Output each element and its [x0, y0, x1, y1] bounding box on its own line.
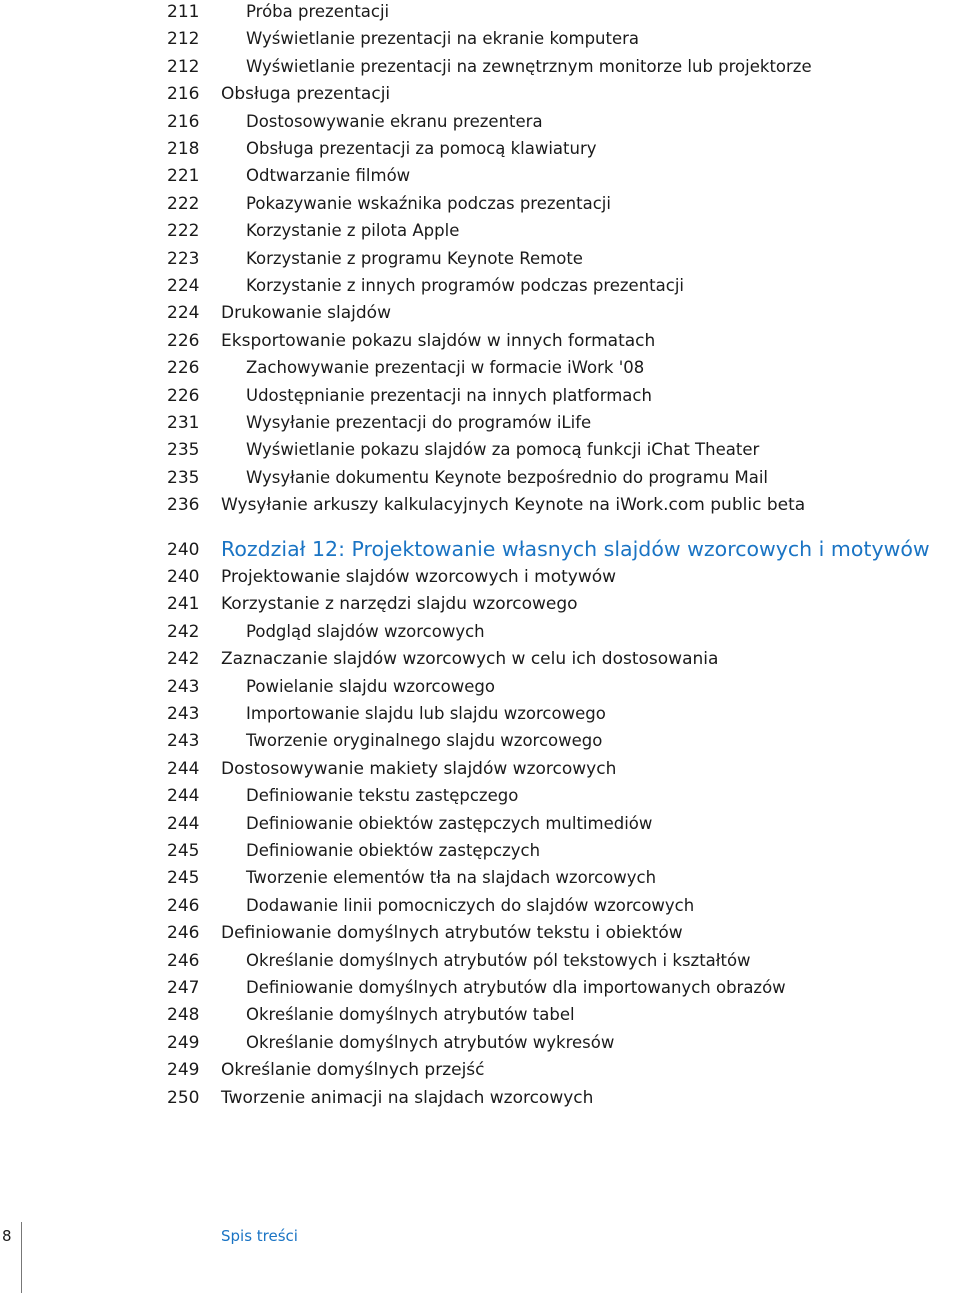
toc-entry-title: Korzystanie z narzędzi slajdu wzorcowego — [221, 594, 578, 615]
toc-entry[interactable] — [0, 274, 960, 301]
toc-entry-title: Wyświetlanie pokazu slajdów za pomocą funkcji iChat Theater — [246, 440, 760, 460]
toc-page-number: 246 — [167, 895, 200, 916]
toc-entry[interactable] — [0, 493, 960, 520]
toc-entry-title: Korzystanie z pilota Apple — [246, 221, 460, 241]
toc-entry-title: Udostępnianie prezentacji na innych platformach — [246, 385, 652, 405]
toc-page-number: 246 — [167, 923, 200, 944]
toc-entry[interactable] — [0, 356, 960, 383]
toc-entry-title: Tworzenie animacji na slajdach wzorcowych — [221, 1087, 594, 1108]
toc-entry[interactable] — [0, 647, 960, 674]
toc-page-number: 226 — [167, 385, 200, 406]
toc-entry[interactable] — [0, 27, 960, 54]
toc-entry[interactable] — [0, 137, 960, 164]
toc-entry[interactable] — [0, 784, 960, 811]
toc-page-number: 242 — [167, 621, 200, 642]
toc-entry-title: Wysyłanie arkuszy kalkulacyjnych Keynote na iWork.com public beta — [221, 495, 806, 516]
toc-page-number: 222 — [167, 221, 200, 242]
toc-page-number: 243 — [167, 731, 200, 752]
toc-page-number: 248 — [167, 1005, 200, 1026]
toc-entry-title: Dostosowywanie ekranu prezentera — [246, 111, 543, 131]
footer-divider — [21, 1222, 22, 1293]
toc-entry[interactable] — [0, 812, 960, 839]
toc-page-number: 235 — [167, 467, 200, 488]
toc-page-number: 242 — [167, 649, 200, 670]
toc-page-number: 222 — [167, 193, 200, 214]
toc-entry[interactable] — [0, 384, 960, 411]
toc-entry-title: Wysyłanie dokumentu Keynote bezpośrednio do programu Mail — [246, 467, 768, 487]
toc-entry[interactable] — [0, 82, 960, 109]
toc-page-number: 224 — [167, 276, 200, 296]
toc-page-number: 236 — [167, 495, 200, 516]
toc-entry-title: Definiowanie tekstu zastępczego — [246, 786, 519, 806]
toc-entry-title: Definiowanie obiektów zastępczych multimediów — [246, 813, 653, 833]
toc-page-number: 243 — [167, 704, 200, 724]
toc-entry[interactable] — [0, 301, 960, 328]
toc-entry[interactable] — [0, 1086, 960, 1113]
toc-entry[interactable] — [0, 757, 960, 784]
toc-page-number: 212 — [167, 56, 200, 77]
toc-page-number: 249 — [167, 1060, 200, 1081]
toc-entry-title: Powielanie slajdu wzorcowego — [246, 676, 495, 696]
toc-page-number: 244 — [167, 813, 200, 834]
toc-entry-title: Zaznaczanie slajdów wzorcowych w celu ich dostosowania — [221, 649, 719, 670]
toc-page-number: 223 — [167, 248, 200, 269]
toc-entry-title: Importowanie slajdu lub slajdu wzorcowego — [246, 704, 606, 723]
toc-page-number: 221 — [167, 166, 200, 187]
toc-entry[interactable] — [0, 164, 960, 191]
toc-entry-title: Definiowanie domyślnych atrybutów tekstu i obiektów — [221, 923, 683, 944]
toc-page-number: 245 — [167, 868, 200, 889]
toc-page-number: 211 — [167, 2, 200, 22]
toc-entry-title: Drukowanie slajdów — [221, 303, 391, 324]
toc-entry-title: Wyświetlanie prezentacji na zewnętrznym monitorze lub projektorze — [246, 56, 812, 76]
toc-entry-title: Definiowanie domyślnych atrybutów dla importowanych obrazów — [246, 978, 786, 997]
toc-entry-title: Obsługa prezentacji — [221, 84, 391, 105]
toc-page-number: 235 — [167, 440, 200, 461]
toc-entry[interactable] — [0, 675, 960, 702]
toc-entry[interactable] — [0, 702, 960, 729]
toc-page-number: 212 — [167, 29, 200, 50]
toc-entry[interactable] — [0, 620, 960, 647]
toc-entry[interactable] — [0, 1031, 960, 1058]
toc-entry-title: Określanie domyślnych atrybutów pól tekstowych i kształtów — [246, 950, 751, 970]
toc-entry[interactable] — [0, 949, 960, 976]
toc-entry-title: Dostosowywanie makiety slajdów wzorcowych — [221, 758, 617, 779]
toc-entry-title: Obsługa prezentacji za pomocą klawiatury — [246, 139, 597, 158]
toc-entry[interactable] — [0, 329, 960, 356]
footer-section-title: Spis treści — [221, 1227, 298, 1245]
toc-entry[interactable] — [0, 438, 960, 465]
toc-entry[interactable] — [0, 466, 960, 493]
toc-entry-title: Podgląd slajdów wzorcowych — [246, 621, 485, 641]
toc-page-number: 231 — [167, 413, 200, 433]
toc-entry[interactable] — [0, 894, 960, 921]
toc-entry-title: Tworzenie oryginalnego slajdu wzorcowego — [246, 731, 603, 751]
toc-page-number: 245 — [167, 841, 200, 861]
toc-entry[interactable] — [0, 110, 960, 137]
toc-entry-title: Próba prezentacji — [246, 2, 390, 21]
toc-entry[interactable] — [0, 411, 960, 438]
toc-entry-title: Dodawanie linii pomocniczych do slajdów wzorcowych — [246, 895, 695, 915]
page-number: 8 — [2, 1227, 12, 1245]
toc-entry[interactable] — [0, 0, 960, 27]
toc-entry[interactable] — [0, 976, 960, 1003]
toc-entry-title: Definiowanie obiektów zastępczych — [246, 841, 541, 860]
toc-page-number: 249 — [167, 1032, 200, 1053]
toc-entry-title: Zachowywanie prezentacji w formacie iWork '08 — [246, 358, 645, 378]
toc-entry-title: Określanie domyślnych atrybutów wykresów — [246, 1032, 615, 1052]
toc-page-number: 244 — [167, 786, 200, 807]
toc-page-number: 224 — [167, 303, 200, 324]
toc-entry-title: Określanie domyślnych atrybutów tabel — [246, 1005, 575, 1025]
toc-entry[interactable] — [0, 866, 960, 893]
toc-entry[interactable] — [0, 192, 960, 219]
toc-entry-title: Korzystanie z innych programów podczas prezentacji — [246, 276, 684, 295]
toc-page-number: 247 — [167, 978, 200, 998]
toc-entry-title: Pokazywanie wskaźnika podczas prezentacji — [246, 193, 611, 213]
toc-entry[interactable] — [0, 219, 960, 246]
toc-page-number: 240 — [167, 539, 200, 560]
toc-page-number: 244 — [167, 758, 200, 779]
toc-page-number: 216 — [167, 84, 200, 105]
toc-entry[interactable] — [0, 921, 960, 948]
toc-page-number: 218 — [167, 139, 200, 159]
toc-entry[interactable] — [0, 1003, 960, 1030]
toc-entry-title: Tworzenie elementów tła na slajdach wzorcowych — [246, 868, 657, 888]
toc-entry-title: Odtwarzanie filmów — [246, 166, 411, 186]
toc-entry[interactable] — [0, 729, 960, 756]
toc-page-number: 243 — [167, 676, 200, 697]
toc-entry[interactable] — [0, 565, 960, 592]
toc-page-number: 226 — [167, 358, 200, 379]
toc-entry[interactable] — [0, 247, 960, 274]
toc-entry[interactable] — [0, 839, 960, 866]
toc-page-number: 226 — [167, 330, 200, 351]
toc-entry-title: Wysyłanie prezentacji do programów iLife — [246, 413, 592, 432]
toc-entry-title: Eksportowanie pokazu slajdów w innych formatach — [221, 330, 656, 351]
toc-page-number: 246 — [167, 950, 200, 971]
toc-entry-title: Określanie domyślnych przejść — [221, 1060, 485, 1081]
toc-page-number: 241 — [167, 594, 200, 615]
toc-entry[interactable] — [0, 592, 960, 619]
toc-entry-title: Wyświetlanie prezentacji na ekranie komputera — [246, 29, 640, 49]
toc-entry[interactable] — [0, 1058, 960, 1085]
toc-page-number: 250 — [167, 1087, 200, 1108]
toc-page-number: 240 — [167, 567, 200, 587]
toc-entry[interactable] — [0, 55, 960, 82]
toc-entry-title: Projektowanie slajdów wzorcowych i motywów — [221, 567, 617, 587]
toc-page-number: 216 — [167, 111, 200, 132]
chapter-title: Rozdział 12: Projektowanie własnych slajdów wzorcowych i motywów — [221, 536, 930, 561]
toc-entry-title: Korzystanie z programu Keynote Remote — [246, 248, 583, 268]
